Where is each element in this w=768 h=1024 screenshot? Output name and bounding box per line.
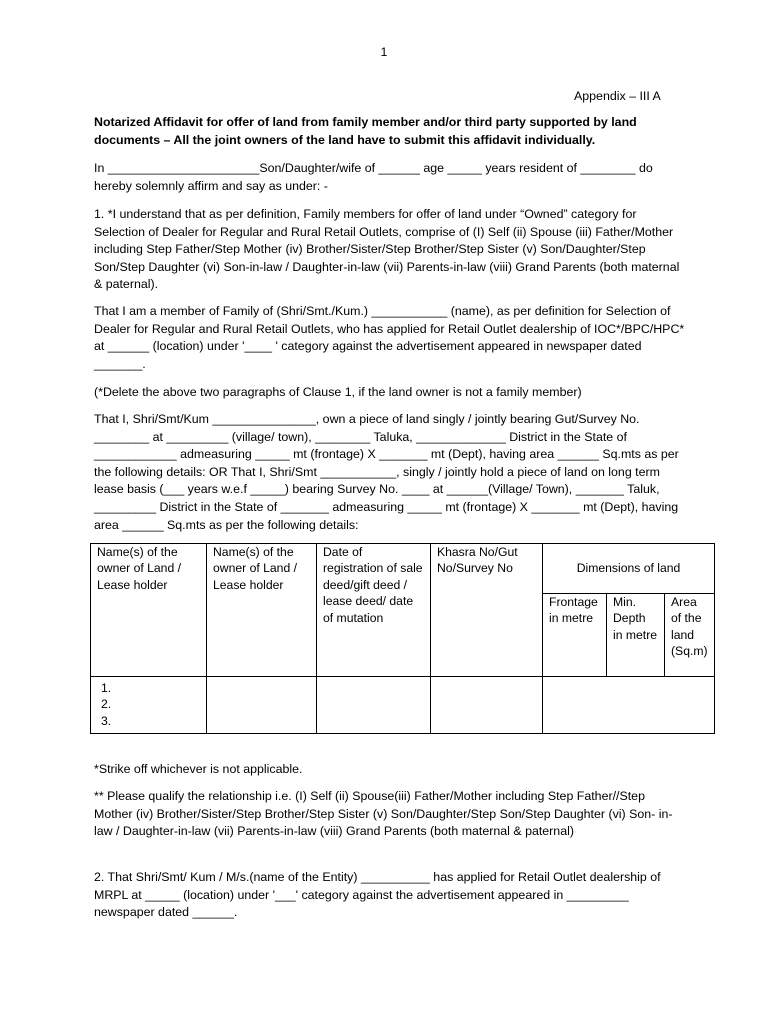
table-cell: [317, 677, 431, 734]
appendix-label: Appendix – III A: [574, 89, 661, 103]
land-details-paragraph: That I, Shri/Smt/Kum _______________, own a piece of land singly / jointly bearing Gut/Survey No. ________ at _________ (village/ town), ________ Taluka, _____________ District in the State of ____________ admeasuring _____ mt (frontage) X _______ mt (Dept), having area ______ Sq.mts as per the following details: OR That I, Shri/Smt ___________, singly / jointly hold a piece of land on long term lease basis (___ years w.e.f _____) bearing Survey No. ____ at ______(Village/ Town), _______ Taluk, _________ District in the State of _______ admeasuring _____ mt (frontage) X _______ mt (Dept), having area ______ Sq.mts as per the following details:: [94, 412, 679, 532]
clause-1-paragraph: 1. *I understand that as per definition, Family members for offer of land under “Owned” category for Selection of Dealer for Regular and Rural Retail Outlets, comprise of (I) Self (ii) Spouse (iii) Father/Mother including Step Father/Step Mother (iv) Brother/Sister/Step Brother/Step Sister (v) Son/Daughter/Step Son/Step Daughter (vi) Son-in-law / Daughter-in-law (vii) Parents-in-law (viii) Grand Parents (both maternal & paternal).: [94, 207, 680, 292]
row-number-3: 3.: [101, 713, 112, 728]
header-owner-names-2: Name(s) of the owner of Land / Lease holder: [207, 544, 317, 677]
page-number: 1: [380, 45, 388, 59]
table-cell: [543, 677, 715, 734]
table-row: [91, 677, 715, 734]
qualify-note: ** Please qualify the relationship i.e. (I) Self (ii) Spouse(iii) Father/Mother including Step Father//Step Mother (iv) Brother/Sister/Step Brother/Step Sister (v) Son/Daughter/Step Son/Step Daughter (vi) Son- in-law / Daughter-in-law (vii) Parents-in-law (viii) Grand Parents (both maternal & paternal): [94, 789, 673, 839]
strike-note: *Strike off whichever is not applicable.: [94, 762, 303, 776]
header-khasra: Khasra No/Gut No/Survey No: [431, 544, 543, 677]
header-dimensions: Dimensions of land: [543, 544, 715, 594]
clause-2-paragraph: 2. That Shri/Smt/ Kum / M/s.(name of the Entity) __________ has applied for Retail Outlet dealership of MRPL at _____ (location) under '___' category against the advertisement appeared in _________ newspaper dated ______.: [94, 870, 661, 920]
intro-paragraph: In ______________________Son/Daughter/wife of ______ age _____ years resident of ________ do hereby solemnly affirm and say as under: -: [94, 161, 653, 193]
family-member-paragraph: That I am a member of Family of (Shri/Smt./Kum.) ___________ (name), as per definition for Selection of Dealer for Regular and Rural Retail Outlets, who has applied for Retail Outlet dealership of IOC*/BPC/HPC* at ______ (location) under '____ ' category against the advertisement appeared in newspaper dated _______.: [94, 304, 685, 371]
document-title: Notarized Affidavit for offer of land from family member and/or third party supported by land documents – All the joint owners of the land have to submit this affidavit individually.: [94, 115, 637, 147]
delete-note: (*Delete the above two paragraphs of Clause 1, if the land owner is not a family member): [94, 385, 582, 399]
header-registration-date: Date of registration of sale deed/gift deed / lease deed/ date of mutation: [317, 544, 431, 677]
table-cell: [431, 677, 543, 734]
header-area: Area of the land (Sq.m): [665, 594, 715, 677]
header-owner-names: Name(s) of the owner of Land / Lease holder: [91, 544, 207, 677]
header-frontage: Frontage in metre: [543, 594, 607, 677]
table-header-row: [91, 544, 715, 594]
header-min-depth: Min. Depth in metre: [607, 594, 665, 677]
row-number-cell: [91, 677, 207, 734]
table-cell: [207, 677, 317, 734]
land-details-table: [90, 543, 715, 734]
row-number-1: 1.: [101, 681, 112, 695]
row-number-2: 2.: [101, 697, 112, 712]
